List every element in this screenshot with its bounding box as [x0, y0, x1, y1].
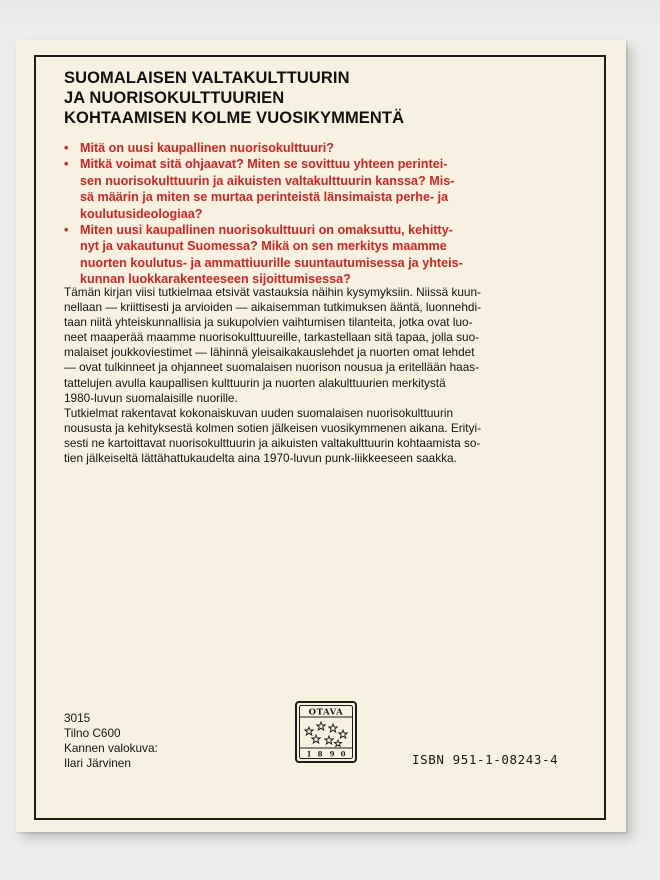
question-line: Mitä on uusi kaupallinen nuorisokulttuuri?: [80, 141, 334, 155]
order-number: Tilno C600: [64, 726, 121, 740]
question-line: Mitkä voimat sitä ohjaavat? Miten se sovittuu yhteen perintei-: [80, 157, 448, 172]
logo-year-digit: 1: [306, 749, 312, 759]
question-line: sen nuorisokulttuurin ja aikuisten valtakulttuurin kanssa? Mis-: [80, 173, 455, 188]
question-line: sä määrin ja miten se murtaa perinteistä länsimaista perhe- ja: [80, 190, 449, 205]
logo-name: OTAVA: [308, 707, 344, 718]
bullet-icon: •: [64, 223, 69, 238]
photographer-name: Ilari Järvinen: [64, 756, 131, 770]
question-item: [64, 222, 564, 288]
question-line: koulutusideologiaa?: [80, 206, 203, 221]
text-line: Tutkielmat rakentavat kokonaiskuvan uuden suomalaisen nuorisokulttuurin: [64, 405, 454, 420]
question-item: [64, 156, 564, 222]
text-line: nellaan — kriittisesti ja arvioiden — aikaisemman tutkimuksen ääntä, luonnehdi-: [64, 300, 482, 315]
text-line: Tämän kirjan viisi tutkielmaa etsivät vastauksia näihin kysymyksiin. Niissä kuun-: [64, 285, 481, 299]
text-line: sesti ne kartoittavat nuorisokulttuurin ja aikuisten valtakulttuurin kohtaamista so-: [64, 435, 481, 450]
cover-credits: [64, 711, 158, 771]
text-line: taan niitä yhteiskunnallisia ja sukupolvien vaihtumisen tilanteita, jotka ovat luo-: [64, 315, 473, 330]
logo-year-digit: 0: [340, 749, 346, 759]
text-line: neet maaperää maamme nuorisokulttuureille, tarkastellaan sitä tapaa, jolla suo-: [64, 330, 480, 345]
cover-title: [64, 68, 584, 128]
description-text: [64, 285, 574, 466]
title-line: SUOMALAISEN VALTAKULTTUURIN: [64, 69, 350, 87]
photo-credit-label: Kannen valokuva:: [64, 741, 158, 755]
text-line: — ovat tulkinneet ja ohjanneet suomalaisen nuorison nousua ja eritellään haas-: [64, 360, 480, 375]
question-item: [64, 140, 564, 156]
question-line: nyt ja vakautunut Suomessa? Mikä on sen merkitys maamme: [80, 239, 447, 254]
bullet-icon: •: [64, 141, 69, 155]
text-line: tien jälkeiseltä lättähattukaudelta aina 1970-luvun punk-liikkeeseen saakka.: [64, 451, 457, 466]
bullet-icon: •: [64, 157, 69, 172]
question-line: kunnan luokkarakenteeseen sijoittumisessa?: [80, 272, 351, 287]
product-code: 3015: [64, 711, 91, 725]
text-line: malaiset joukkoviestimet — lähinnä yleisaikakauslehdet ja nuorten omat lehdet: [64, 345, 475, 360]
background: [0, 0, 660, 40]
text-line: noususta ja kehityksestä kolmen sotien jälkeisen vuosikymmenen aikana. Erityi-: [64, 420, 482, 435]
text-line: 1980-luvun suomalaisille nuorille.: [64, 390, 238, 405]
paragraph: [64, 285, 574, 406]
isbn-number: ISBN 951-1-08243-4: [412, 752, 559, 767]
title-line: JA NUORISOKULTTUURIEN: [64, 89, 285, 107]
title-line: KOHTAAMISEN KOLME VUOSIKYMMENTÄ: [64, 109, 405, 127]
question-line: Miten uusi kaupallinen nuorisokulttuuri on omaksuttu, kehitty-: [80, 223, 453, 238]
question-list: [64, 140, 564, 288]
otava-logo-icon: [294, 700, 358, 764]
paragraph: [64, 406, 574, 466]
logo-year-digit: 9: [329, 749, 335, 759]
question-line: nuorten koulutus- ja ammattiuurille suuntautumisessa ja yhteis-: [80, 255, 463, 270]
book-back-cover: [16, 40, 626, 832]
text-line: tattelujen avulla kaupallisen kulttuurin ja nuorten alakulttuurien merkitystä: [64, 375, 446, 390]
logo-year-digit: 8: [317, 749, 323, 759]
